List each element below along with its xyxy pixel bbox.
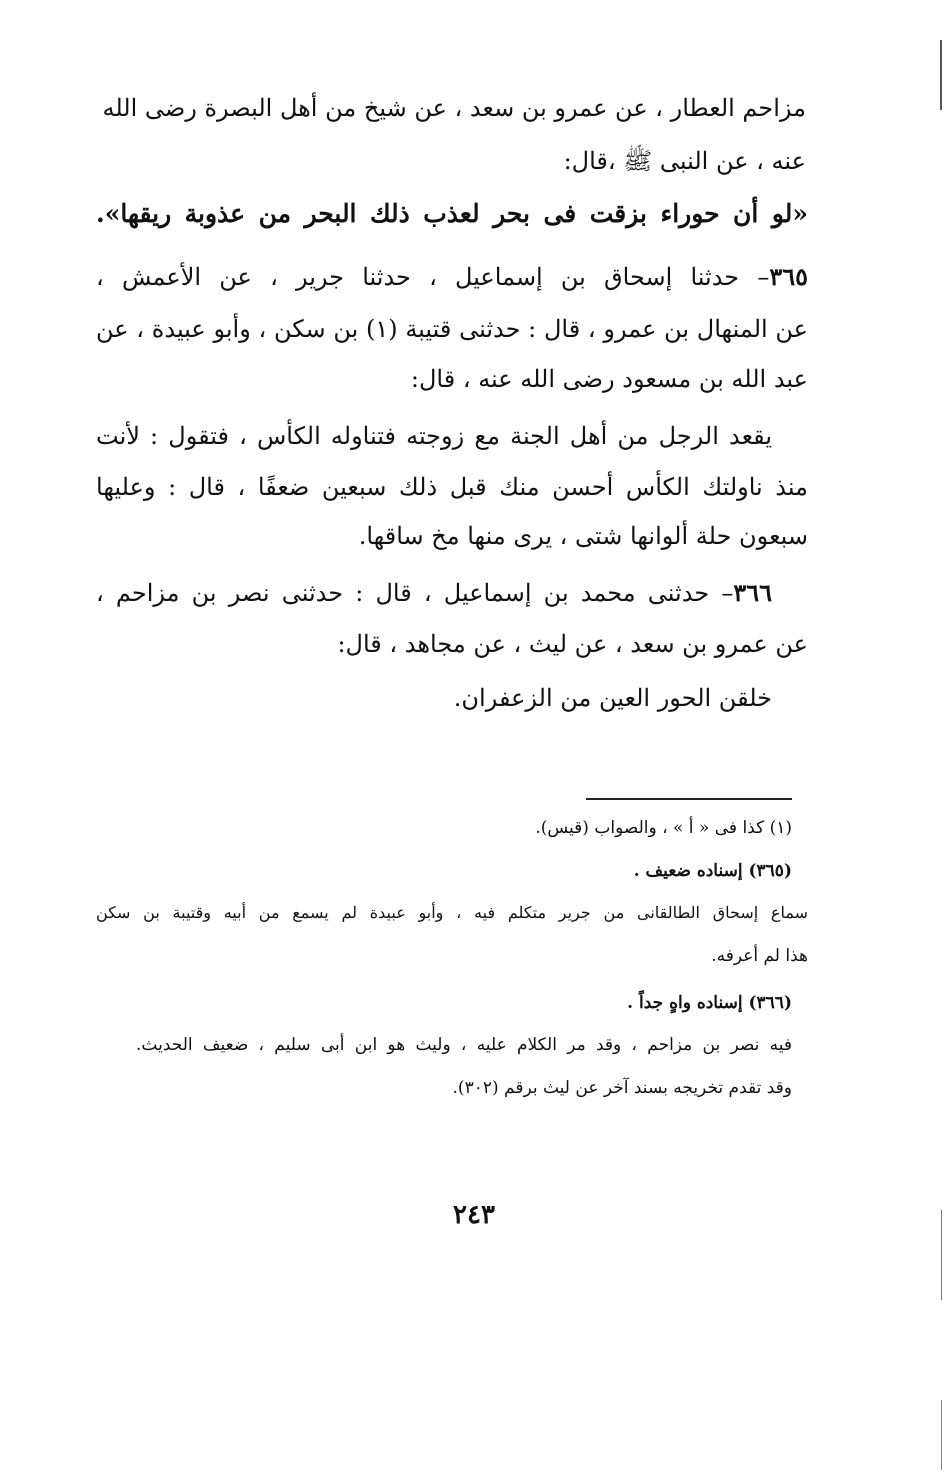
narration-365-body-line-2: منذ ناولتك الكأس أحسن منك قبل ذلك سبعين ضعفًا ، قال : وعليها bbox=[96, 473, 808, 501]
page-number: ٢٤٣ bbox=[453, 1200, 495, 1230]
narration-366-body: خلقن الحور العين من الزعفران. bbox=[453, 684, 772, 712]
scan-edge-mark bbox=[940, 40, 942, 110]
footnote-1: (١) كذا فى « أ » ، والصواب (قيس). bbox=[535, 818, 792, 838]
text-line-2: عنه ، عن النبى ﷺ ،قال: bbox=[563, 147, 806, 175]
narration-365-line-2: عن المنهال بن عمرو ، قال : حدثنى قتيبة (١) بن سكن ، وأبو عبيدة ، عن bbox=[96, 315, 808, 343]
narration-number-365: ٣٦٥ bbox=[769, 262, 808, 291]
narration-366-line-2: عن عمرو بن سعد ، عن ليث ، عن مجاهد ، قال: bbox=[337, 630, 808, 658]
text-line-1: مزاحم العطار ، عن عمرو بن سعد ، عن شيخ من أهل البصرة رضى الله bbox=[102, 94, 806, 122]
footnote-separator bbox=[586, 798, 792, 800]
narration-365-line-1 bbox=[96, 262, 808, 291]
narration-number-366: ٣٦٦ bbox=[733, 578, 772, 607]
scan-edge-mark bbox=[941, 1400, 942, 1470]
narration-365-line-3: عبد الله بن مسعود رضى الله عنه ، قال: bbox=[410, 365, 808, 393]
hadith-quote-line: «لو أن حوراء بزقت فى بحر لعذب ذلك البحر من عذوبة ريقها». bbox=[96, 199, 808, 228]
narration-365-text: – حدثنا إسحاق بن إسماعيل ، حدثنا جرير ، عن الأعمش ، bbox=[96, 263, 770, 291]
narration-365-body-line-3: سبعون حلة ألوانها شتى ، يرى منها مخ ساقها. bbox=[358, 522, 808, 550]
narration-366-line-1 bbox=[96, 578, 772, 607]
narration-366-text: – حدثنى محمد بن إسماعيل ، قال : حدثنى نصر بن مزاحم ، bbox=[96, 579, 734, 607]
footnote-365-text-line-1: سماع إسحاق الطالقانى من جرير متكلم فيه ، وأبو عبيدة لم يسمع من أبيه وقتيبة بن سكن bbox=[96, 903, 808, 922]
footnote-365-heading: (٣٦٥) إسناده ضعيف . bbox=[633, 861, 792, 881]
footnote-365-text-line-2: هذا لم أعرفه. bbox=[711, 946, 808, 966]
footnote-366-text-line-1: فيه نصر بن مزاحم ، وقد مر الكلام عليه ، وليث هو ابن أبى سليم ، ضعيف الحديث. bbox=[136, 1035, 792, 1055]
narration-365-body-line-1: يقعد الرجل من أهل الجنة مع زوجته فتناوله الكأس ، فتقول : لأنت bbox=[96, 422, 772, 450]
scan-edge-mark bbox=[941, 1210, 942, 1300]
footnote-366-text-line-2: وقد تقدم تخريجه بسند آخر عن ليث برقم (٣٠٢). bbox=[452, 1078, 792, 1098]
footnote-366-heading: (٣٦٦) إسناده واهٍ جداً . bbox=[627, 993, 792, 1013]
